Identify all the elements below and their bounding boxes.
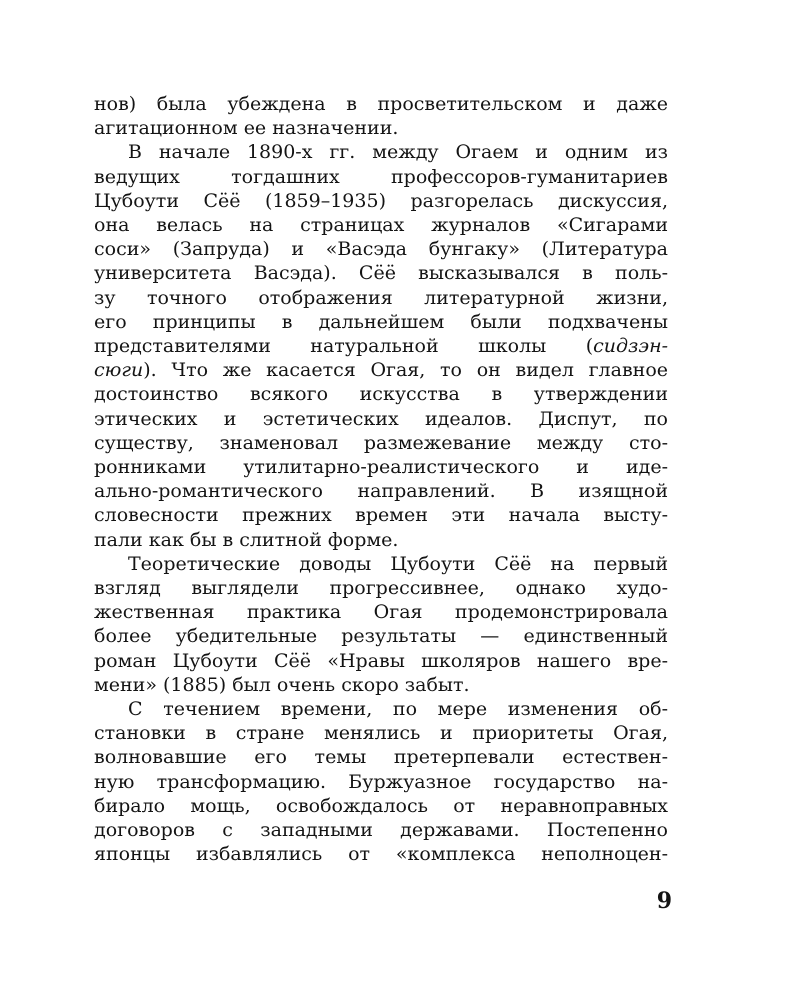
paragraph-2	[94, 140, 668, 551]
text-line: В начале 1890-х гг. между Огаем и одним из	[128, 141, 668, 164]
text-line: этических и эстетических идеалов. Диспут, по	[94, 407, 668, 430]
text-line: достоинство всякого искусства в утверждении	[94, 383, 668, 406]
text-line: роман Цубоути Сёё «Нравы школяров нашего вре-	[94, 649, 668, 672]
text-line: жественная практика Огая продемонстрировала	[94, 601, 668, 624]
text-line: взгляд выглядели прогрессивнее, однако худо-	[94, 577, 668, 600]
text-line: С течением времени, по мере изменения об-	[128, 698, 668, 721]
page-number: 9	[656, 888, 672, 914]
italic-term: сюги	[94, 359, 144, 382]
text-line-with-term	[94, 358, 668, 382]
text-line: она велась на страницах журналов «Сигарами	[94, 214, 668, 237]
text-line: мени» (1885) был очень скоро забыт.	[94, 673, 470, 696]
text-line: ведущих тогдашних профессоров-гуманитариев	[94, 165, 668, 188]
paragraph-4	[94, 697, 668, 866]
text-line: агитационном ее назначении.	[94, 117, 399, 140]
paragraph-1	[94, 92, 668, 140]
body-text	[94, 92, 668, 867]
text-line: университета Васэда). Сёё высказывался в поль-	[94, 262, 668, 285]
text-fragment: представителями натуральной школы (	[94, 335, 594, 358]
italic-term: сидзэн-	[593, 335, 668, 358]
text-line: более убедительные результаты — единственный	[94, 625, 668, 648]
text-line: бирало мощь, освобождалось от неравноправных	[94, 794, 668, 817]
text-line: становки в стране менялись и приоритеты Огая,	[94, 722, 668, 745]
text-line: Цубоути Сёё (1859–1935) разгорелась дискуссия,	[94, 189, 668, 212]
text-fragment: ). Что же касается Огая, то он видел главное	[143, 359, 668, 382]
text-line: его принципы в дальнейшем были подхвачены	[94, 310, 668, 333]
text-line: ально-романтического направлений. В изящной	[94, 480, 668, 503]
text-line: японцы избавлялись от «комплекса неполноцен-	[94, 843, 668, 866]
text-line: словесности прежних времен эти начала высту-	[94, 504, 668, 527]
text-line: Теоретические доводы Цубоути Сёё на первый	[128, 552, 668, 575]
text-line: существу, знаменовал размежевание между сто-	[94, 431, 668, 454]
text-line: ную трансформацию. Буржуазное государство на-	[94, 770, 668, 793]
paragraph-3	[94, 552, 668, 697]
text-line: нов) была убеждена в просветительском и даже	[94, 93, 668, 115]
text-line: ронниками утилитарно-реалистического и иде-	[94, 456, 668, 479]
text-line: пали как бы в слитной форме.	[94, 528, 399, 551]
text-line: волновавшие его темы претерпевали естествен-	[94, 746, 668, 769]
text-line: договоров с западными державами. Постепенно	[94, 819, 668, 842]
text-line-with-term	[94, 334, 668, 358]
text-line: зу точного отображения литературной жизни,	[94, 286, 668, 309]
text-line: соси» (Запруда) и «Васэда бунгаку» (Литература	[94, 238, 668, 261]
